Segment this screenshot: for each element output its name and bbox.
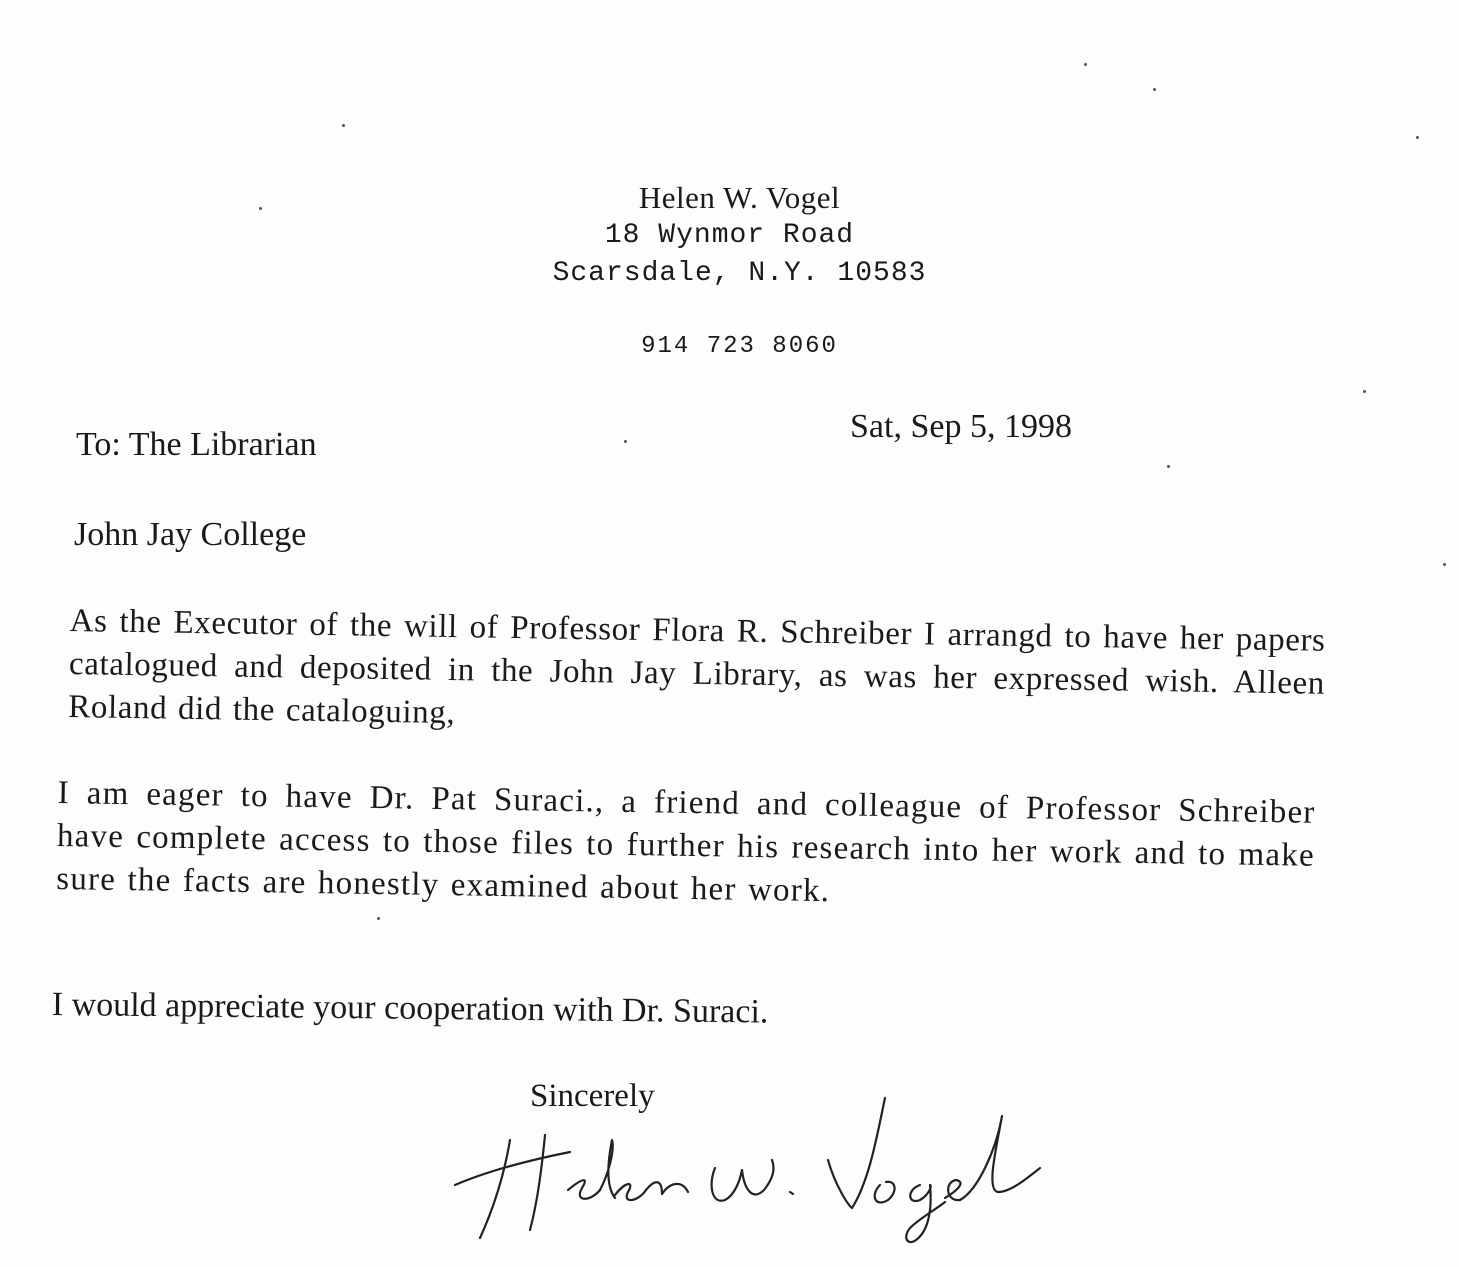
- scan-speck: [624, 440, 627, 443]
- body-paragraph-3: I would appreciate your cooperation with Dr. Suraci.: [51, 986, 769, 1031]
- body-paragraph-2: I am eager to have Dr. Pat Suraci., a friend and colleague of Professor Schreiber have complete access to those files to further his research into her work and to make sure the facts are honestly examined about her work.: [56, 774, 1316, 910]
- recipient-line: To: The Librarian: [76, 426, 317, 463]
- scan-speck: [342, 124, 345, 127]
- sender-street: 18 Wynmor Road: [604, 220, 855, 251]
- letter-date: Sat, Sep 5, 1998: [850, 408, 1072, 445]
- handwritten-signature: [450, 1090, 1060, 1250]
- scan-speck: [259, 207, 262, 210]
- scan-speck: [1443, 563, 1446, 566]
- sender-name: Helen W. Vogel: [638, 180, 841, 215]
- recipient-institution: John Jay College: [74, 516, 307, 553]
- scan-speck: [1167, 465, 1170, 468]
- scan-speck: [1153, 88, 1156, 91]
- scan-speck: [377, 917, 380, 920]
- body-paragraph-1: As the Executor of the will of Professor Flora R. Schreiber I arrangd to have her papers catalogued and deposited in the John Jay Library, as was her expressed wish. Alleen Roland did the cataloguing,: [68, 602, 1326, 732]
- sender-phone: 914 723 8060: [641, 333, 838, 360]
- scan-speck: [1416, 136, 1419, 139]
- sender-city: Scarsdale, N.Y. 10583: [552, 258, 927, 289]
- closing: Sincerely: [530, 1078, 655, 1114]
- scan-speck: [1363, 390, 1366, 393]
- scan-speck: [1084, 63, 1087, 66]
